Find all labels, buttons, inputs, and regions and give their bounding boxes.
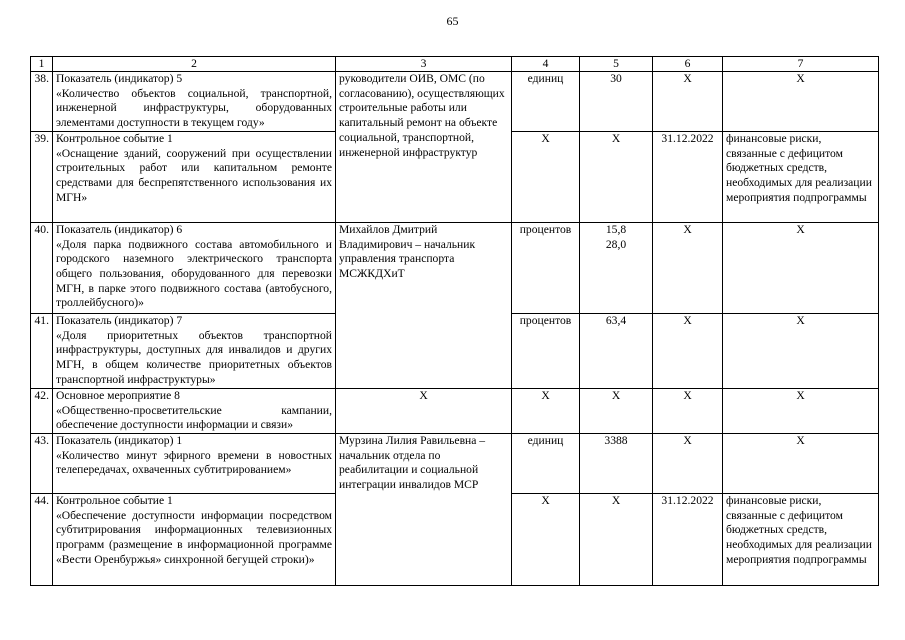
row-detail: «Доля приоритетных объектов транспортной инфраструктуры, доступных для инвалидов и других МГН, в общем количестве приоритетных объектов транспортной инфраструктуры» (56, 328, 332, 386)
column-header: 7 (723, 57, 879, 72)
date-cell: Х (653, 72, 723, 132)
column-header: 6 (653, 57, 723, 72)
row-title: Основное мероприятие 8 (56, 388, 180, 402)
value-cell: Х (580, 493, 653, 585)
row-detail: «Оснащение зданий, сооружений при осуществлении строительных работ или капитальном ремонте средствами для беспрепятственного использования их МГН» (56, 146, 332, 204)
row-description (53, 313, 336, 388)
column-number-row (31, 57, 879, 72)
responsible-cell: Мурзина Лилия Равильевна – начальник отдела по реабилитации и социальной интеграции инвалидов МСР (336, 433, 512, 585)
row-description (53, 388, 336, 433)
unit-cell: Х (512, 493, 580, 585)
row-number: 41. (31, 313, 53, 388)
row-number: 39. (31, 131, 53, 222)
value-cell: 3388 (580, 433, 653, 493)
date-cell: Х (653, 433, 723, 493)
risk-cell: Х (723, 433, 879, 493)
risk-cell: Х (723, 388, 879, 433)
row-detail: «Доля парка подвижного состава автомобильного и городского наземного электрического транспорта общего пользования, оборудованного для перевозки МГН, в парке этого подвижного состава (автобусного, троллейбусного)» (56, 237, 332, 310)
table-row (31, 388, 879, 433)
row-title: Показатель (индикатор) 7 (56, 313, 183, 327)
row-number: 40. (31, 222, 53, 313)
unit-cell: единиц (512, 433, 580, 493)
column-header: 4 (512, 57, 580, 72)
unit-cell: процентов (512, 222, 580, 313)
responsible-cell: руководители ОИВ, ОМС (по согласованию), осуществляющих строительные работы или капитальный ремонт на объекте социальной, транспортной, инженерной инфраструктур (336, 72, 512, 223)
value-secondary: 28,0 (605, 237, 627, 251)
row-description (53, 131, 336, 222)
row-description (53, 493, 336, 585)
unit-cell: единиц (512, 72, 580, 132)
row-title: Контрольное событие 1 (56, 493, 173, 507)
value-cell: 30 (580, 72, 653, 132)
table-row (31, 433, 879, 493)
column-header: 3 (336, 57, 512, 72)
column-header: 5 (580, 57, 653, 72)
program-table (30, 56, 879, 586)
risk-cell: финансовые риски, связанные с дефицитом бюджетных средств, необходимых для реализации мероприятия подпрограммы (723, 131, 879, 222)
table-row (31, 72, 879, 132)
row-title: Контрольное событие 1 (56, 131, 173, 145)
page-number: 65 (446, 14, 459, 28)
value-cell (580, 222, 653, 313)
date-cell: Х (653, 313, 723, 388)
value-cell: 63,4 (580, 313, 653, 388)
unit-cell: Х (512, 131, 580, 222)
column-header: 1 (31, 57, 53, 72)
risk-cell: Х (723, 72, 879, 132)
row-number: 38. (31, 72, 53, 132)
date-cell: Х (653, 222, 723, 313)
unit-cell: процентов (512, 313, 580, 388)
row-detail: «Количество минут эфирного времени в новостных телепередачах, охваченных субтитрированием» (56, 448, 332, 477)
row-title: Показатель (индикатор) 6 (56, 222, 183, 236)
date-cell: 31.12.2022 (653, 131, 723, 222)
value-cell: Х (580, 388, 653, 433)
row-title: Показатель (индикатор) 5 (56, 72, 183, 85)
row-number: 43. (31, 433, 53, 493)
risk-cell: Х (723, 313, 879, 388)
row-detail: «Общественно-просветительские кампании, обеспечение доступности информации и связи» (56, 403, 332, 432)
table-row (31, 222, 879, 313)
value-primary: 15,8 (605, 222, 627, 236)
responsible-cell: Х (336, 388, 512, 433)
row-detail: «Обеспечение доступности информации посредством субтитрирования информационных телевизионных программ (размещение в информационной программе «Вести Оренбуржья» синхронной бегущей строки)» (56, 508, 332, 566)
column-header: 2 (53, 57, 336, 72)
row-description (53, 222, 336, 313)
date-cell: 31.12.2022 (653, 493, 723, 585)
risk-cell: Х (723, 222, 879, 313)
row-title: Показатель (индикатор) 1 (56, 433, 183, 447)
row-detail: «Количество объектов социальной, транспортной, инженерной инфраструктуры, оборудованных элементами доступности в текущем году» (56, 86, 332, 130)
value-cell: Х (580, 131, 653, 222)
row-number: 44. (31, 493, 53, 585)
responsible-cell: Михайлов Дмитрий Владимирович – начальник управления транспорта МСЖКДХиТ (336, 222, 512, 388)
row-number: 42. (31, 388, 53, 433)
row-description (53, 433, 336, 493)
risk-cell: финансовые риски, связанные с дефицитом бюджетных средств, необходимых для реализации мероприятия подпрограммы (723, 493, 879, 585)
date-cell: Х (653, 388, 723, 433)
row-description (53, 72, 336, 132)
unit-cell: Х (512, 388, 580, 433)
